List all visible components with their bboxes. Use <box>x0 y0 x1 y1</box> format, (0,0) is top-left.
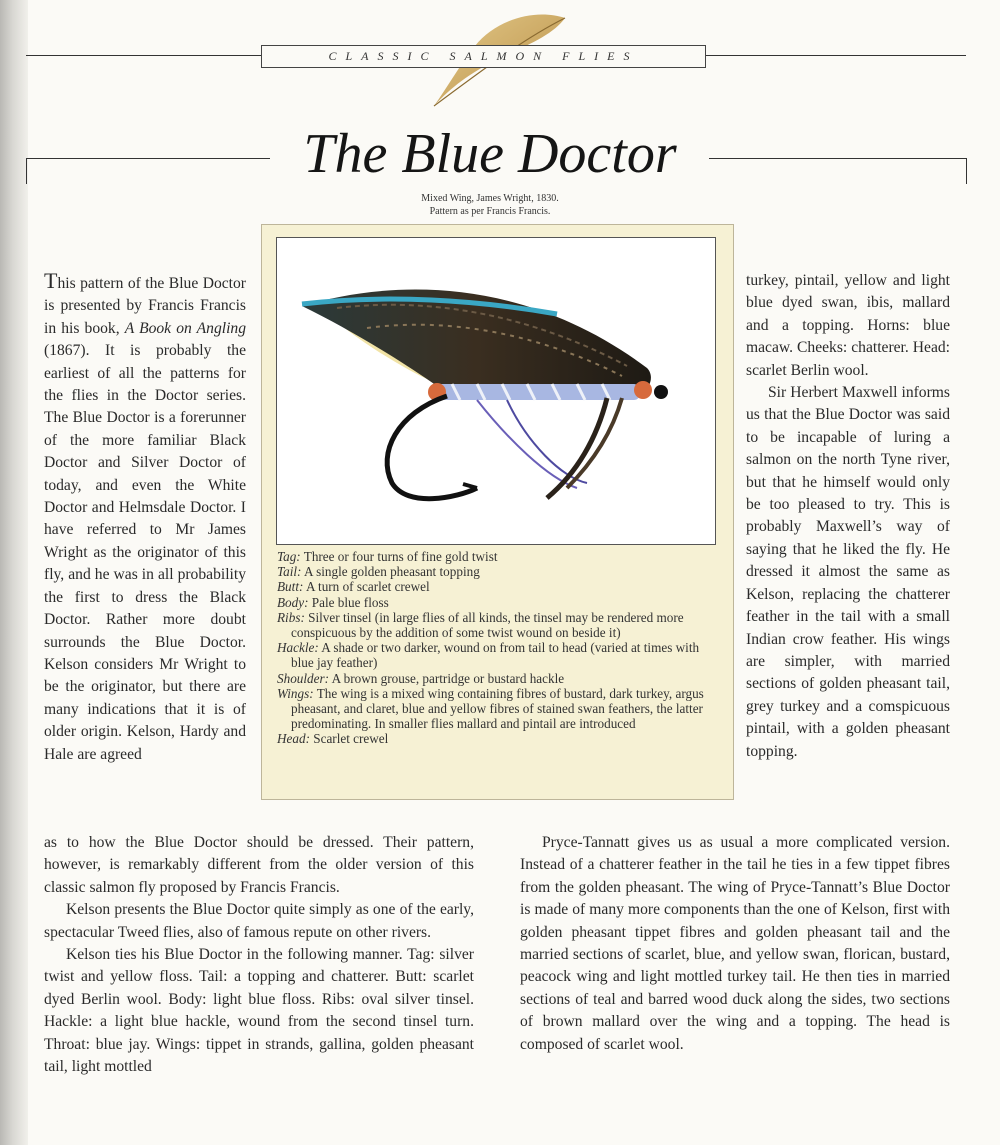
left-bottom-paragraph-1: as to how the Blue Doctor should be dressed. Their pattern, however, is remarkably different from the older version of this classic salmon fly proposed by Francis Francis. <box>44 834 474 896</box>
frame-left-edge <box>26 158 27 184</box>
spec-head: Head: Scarlet crewel <box>277 731 389 747</box>
body-right-bottom <box>520 832 950 1056</box>
body-left-bottom <box>44 832 474 1078</box>
spec-hackle: Hackle: A shade or two darker, wound on from tail to head (varied at times with blue jay feather) <box>277 640 700 671</box>
right-paragraph-2: Sir Herbert Maxwell informs us that the Blue Doctor was said to be incapable of luring a salmon on the north Tyne river, but that he himself would only be too pleased to try. This is probably Maxwell’s way of saying that he liked the fly. He dressed it almost the same as Kelson, replacing the chatterer feather in the tail with a small Indian crow feather. His wings are simpler, with married sections of golden pheasant tail, grey turkey and a comspicuous pintail, with a golden pheasant topping. <box>746 384 950 760</box>
page-title: The Blue Doctor <box>303 123 677 185</box>
header-rule-right <box>704 55 966 56</box>
left-bottom-paragraph-3: Kelson ties his Blue Doctor in the following manner. Tag: silver twist and yellow floss. Tail: a topping and chatterer. Butt: scarlet dyed Berlin wool. Body: light blue floss. Ribs: oval silver tinsel. Hackle: a light blue hackle, wound from the second tinsel turn. Throat: blue jay. Wings: tippet in strands, gallina, golden pheasant tail, light mottled <box>44 946 474 1076</box>
spec-shoulder: Shoulder: A brown grouse, partridge or bustard hackle <box>277 670 565 686</box>
book-spine-shadow <box>0 0 28 1145</box>
dressing-specs <box>277 549 717 747</box>
frame-right-edge <box>966 158 967 184</box>
subtitle-line-2: Pattern as per Francis Francis. <box>429 206 551 217</box>
header-rule-left <box>26 55 261 56</box>
section-label: CLASSIC SALMON FLIES <box>328 49 639 63</box>
subtitle <box>380 192 600 218</box>
drop-cap: T <box>44 268 58 293</box>
section-banner <box>261 45 706 68</box>
book-title: A Book on Angling <box>124 319 246 337</box>
spec-wings: Wings: The wing is a mixed wing containing fibres of bustard, dark turkey, argus pheasant, and claret, blue and yellow fibres of stained swan feathers, the latter predominating. In smaller flies mallard and pintail are introduced <box>277 685 704 732</box>
spec-ribs: Ribs: Silver tinsel (in large flies of all kinds, the tinsel may be rendered more conspicuous by the addition of some twist wound on beside it) <box>277 609 684 641</box>
subtitle-line-1: Mixed Wing, James Wright, 1830. <box>421 193 559 204</box>
intro-paragraph: This pattern of the Blue Doctor is presented by Francis Francis in his book, A Book on Angling (1867). It is probably the earliest of all the patterns for the flies in the Doctor series. The Blue Doctor is a forerunner of the more familiar Black Doctor and Silver Doctor of today, and even the White Doctor and Helmsdale Doctor. I have referred to Mr James Wright as the originator of this fly, and he was in all probability the first to dress the Black Doctor. Rather more doubt surrounds the Blue Doctor. Kelson considers Mr Wright to be the originator, but there are many indications that it is of older origin. Kelson, Hardy and Hale are agreed <box>44 268 246 763</box>
left-bottom-paragraph-2: Kelson presents the Blue Doctor quite simply as one of the early, spectacular Tweed flies, also of famous repute on other rivers. <box>44 901 474 941</box>
title-rule-left <box>26 158 270 159</box>
spec-tail: Tail: A single golden pheasant topping <box>277 564 480 580</box>
spec-butt: Butt: A turn of scarlet crewel <box>277 579 430 595</box>
spec-tag: Tag: Three or four turns of fine gold twist <box>277 549 498 564</box>
right-paragraph-1: turkey, pintail, yellow and light blue dyed swan, ibis, mallard and a topping. Horns: blue macaw. Cheeks: chatterer. Head: scarlet Berlin wool. <box>746 272 950 379</box>
body-right-top <box>746 270 950 763</box>
body-left-top <box>44 270 246 766</box>
fly-photo <box>276 237 716 545</box>
title-rule-right <box>709 158 966 159</box>
spec-body: Body: Pale blue floss <box>277 594 389 610</box>
salmon-fly-illustration <box>277 238 715 544</box>
right-bottom-paragraph: Pryce-Tannatt gives us as usual a more complicated version. Instead of a chatterer feather in the tail he ties in a few tippet fibres from the golden pheasant. The wing of Pryce-Tannatt’s Blue Doctor is made of many more components than the one of Kelson, first with golden pheasant tippet fibres and golden pheasant tail and the married sections of scarlet, blue, and yellow swan, florican, bustard, peacock wing and light mottled turkey tail. He then ties in married sections of teal and barred wood duck along the sides, two sections of brown mallard over the wing and a topping. The head is composed of scarlet wool. <box>520 834 950 1053</box>
